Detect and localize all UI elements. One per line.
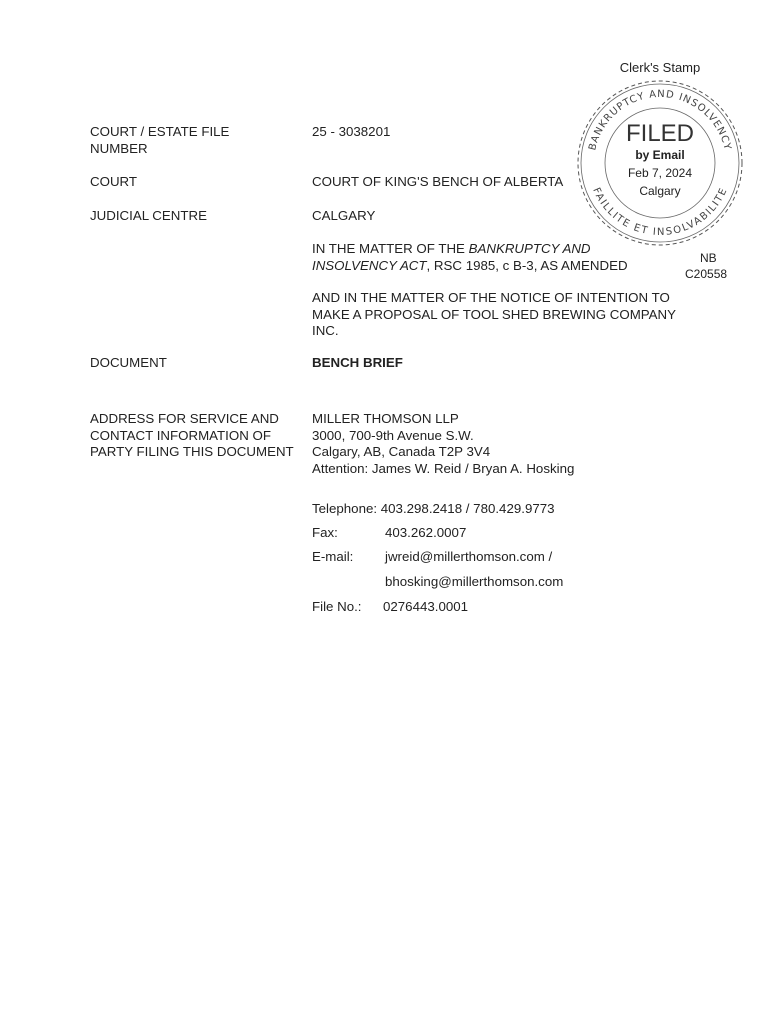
matter-bia-act: BANKRUPTCY AND INSOLVENCY ACT	[312, 241, 591, 273]
svg-text:BANKRUPTCY AND INSOLVENCY: BANKRUPTCY AND INSOLVENCY	[587, 88, 733, 152]
matter-bia-post: , RSC 1985, c B-3, AS AMENDED	[426, 257, 628, 273]
filed-date: Feb 7, 2024	[627, 166, 693, 180]
stamp-code: C20558	[685, 267, 728, 281]
firm-name: MILLER THOMSON LLP	[312, 411, 459, 426]
judicial-centre-label: JUDICIAL CENTRE	[90, 208, 207, 223]
filed-city: Calgary	[639, 184, 681, 198]
telephone: Telephone: 403.298.2418 / 780.429.9773	[312, 501, 555, 516]
email-2: bhosking@millerthomson.com	[385, 574, 564, 589]
file-number-value: 25 - 3038201	[312, 124, 391, 139]
email-label: E-mail:	[312, 549, 354, 564]
document-value: BENCH BRIEF	[312, 355, 403, 370]
file-number-label: COURT / ESTATE FILE NUMBER	[90, 124, 230, 156]
city-address: Calgary, AB, Canada T2P 3V4	[312, 444, 491, 459]
clerk-stamp	[575, 78, 745, 248]
fax-value: 403.262.0007	[385, 525, 467, 540]
contact-block	[312, 411, 702, 477]
address-label: ADDRESS FOR SERVICE AND CONTACT INFORMATION OF PARTY FILING THIS DOCUMENT	[90, 411, 294, 459]
document-label: DOCUMENT	[90, 355, 167, 370]
matter-bia-pre: IN THE MATTER OF THE	[312, 241, 469, 256]
matter-noi: AND IN THE MATTER OF THE NOTICE OF INTENTION TO MAKE A PROPOSAL OF TOOL SHED BREWING COMPANY INC.	[312, 290, 676, 338]
svg-text:FAILLITE ET INSOLVABILITE: FAILLITE ET INSOLVABILITE	[589, 186, 731, 239]
file-no-label: File No.:	[312, 599, 362, 614]
file-no-value: 0276443.0001	[383, 599, 469, 614]
fax-label: Fax:	[312, 525, 338, 540]
stamp-seal-icon	[575, 78, 745, 248]
filed-by: by Email	[635, 148, 685, 162]
email-1: jwreid@millerthomson.com /	[385, 549, 553, 564]
matter-bia	[312, 241, 632, 274]
stamp-nb: NB	[700, 251, 717, 265]
judicial-centre-value: CALGARY	[312, 208, 376, 223]
court-label: COURT	[90, 174, 138, 189]
filed-text: FILED	[625, 120, 694, 147]
clerks-stamp-label: Clerk's Stamp	[619, 60, 701, 75]
attention: Attention: James W. Reid / Bryan A. Hosking	[312, 460, 575, 476]
street-address: 3000, 700-9th Avenue S.W.	[312, 427, 474, 443]
court-value: COURT OF KING'S BENCH OF ALBERTA	[312, 174, 564, 189]
